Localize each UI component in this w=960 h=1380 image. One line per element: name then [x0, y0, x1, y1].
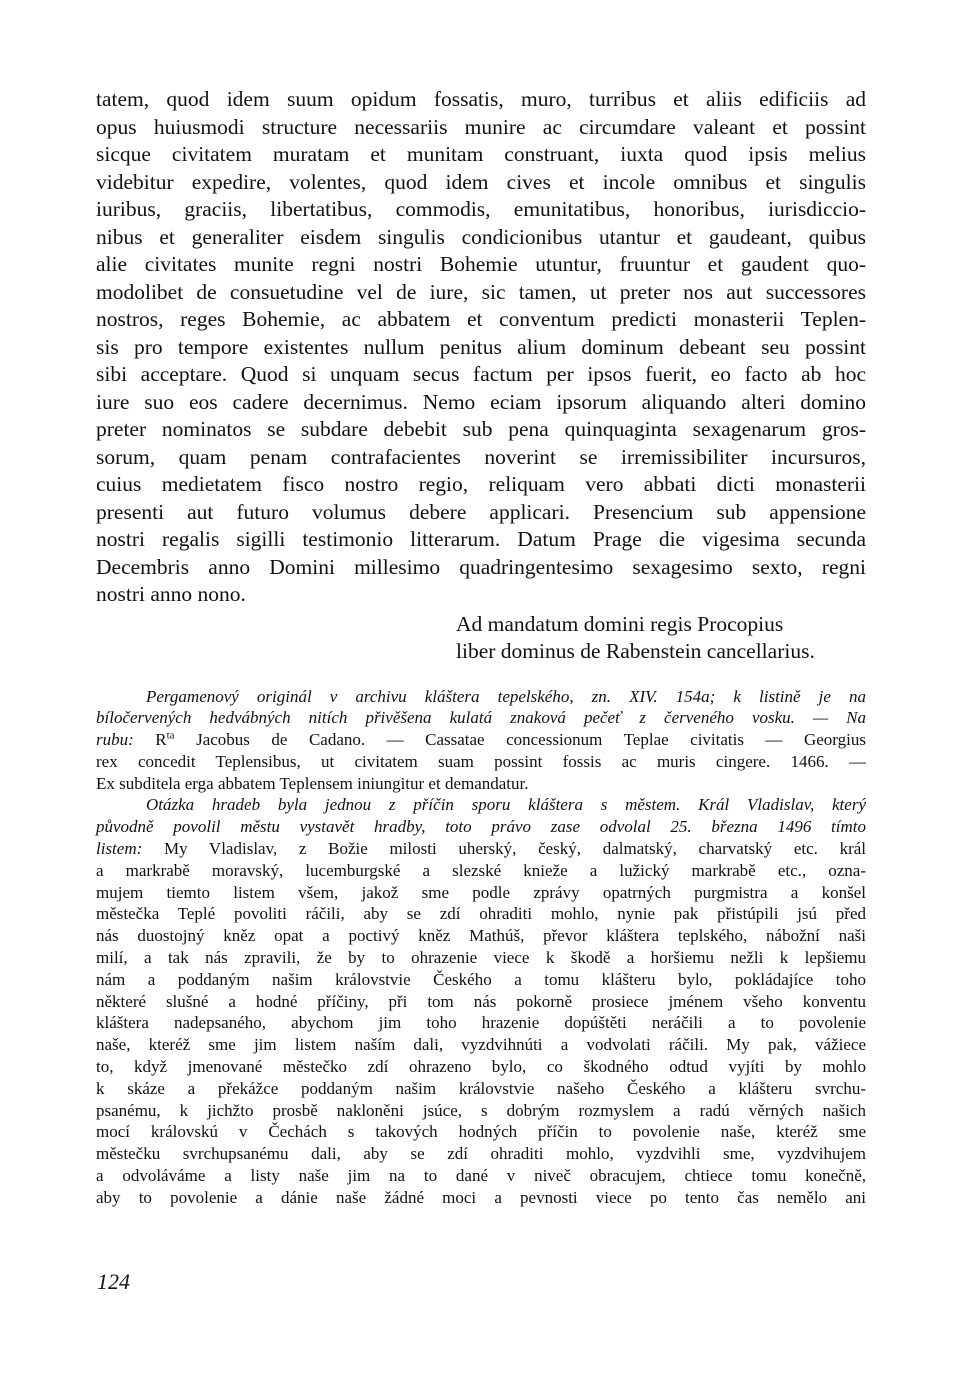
- note-line: a markrabě moravský, lucemburgské a slezské knieže a lužický markrabě etc., ozna-: [96, 860, 866, 880]
- latin-charter-text: [96, 86, 866, 609]
- page-content: [96, 86, 866, 1209]
- note-line: to, když jmenované městečko zdí ohrazeno bylo, co škodného odtud vyjíti by mohlo: [96, 1057, 866, 1077]
- note-line: milí, a tak nás zpravili, že by to ohrazenie viece k škodě a horšiemu nežli k lepšiemu: [96, 948, 866, 968]
- note-line: některé slušné a hodné příčiny, při tom nás pokorně prosiece jménem všeho konventu: [96, 991, 866, 1011]
- text-line: presenti aut futuro volumus debere applicari. Presencium sub appensione: [96, 499, 866, 524]
- note-line: městečku svrchupsanému dali, aby se zdí ohraditi mohlo, vyzdvihli sme, vyzdvihujem: [96, 1144, 866, 1164]
- text-line: nostros, reges Bohemie, ac abbatem et conventum predicti monasterii Teplen-: [96, 307, 866, 331]
- note-line: bíločervených hedvábných nitích přivěšena kulatá znaková pečeť z červeného vosku. — Na: [96, 708, 866, 728]
- note-line-dorsal: [96, 729, 866, 751]
- text-line: preter nominatos se subdare debebit sub pena quinquaginta sexagenarum gros-: [96, 417, 866, 441]
- note-line: nám a poddaným našim královstvie Českého a tomu klášteru bylo, pokládajíce toho: [96, 969, 866, 989]
- note-line: naše, kteréž sme jim listem naším dali, vyzdvihnúti a vodvolati ráčili. My pak, vážiece: [96, 1035, 866, 1055]
- dorsal-label: rubu:: [96, 730, 134, 750]
- note-line: Pergamenový originál v archivu kláštera tepelského, zn. XIV. 154a; k listině je na: [146, 686, 866, 706]
- text-line: modolibet de consuetudine vel de iure, sic tamen, ut preter nos aut successores: [96, 279, 866, 304]
- text-line: videbitur expedire, volentes, quod idem cives et incole omnibus et singulis: [96, 169, 866, 194]
- text-line: alie civitates munite regni nostri Bohemie utuntur, fruuntur et gaudent quo-: [96, 252, 866, 276]
- text-line: iuribus, graciis, libertatibus, commodis, emunitatibus, honoribus, iurisdiccio-: [96, 197, 866, 221]
- dorsal-text: Jacobus de Cadano. — Cassatae concessionum Teplae civitatis — Georgius: [174, 730, 866, 750]
- text-line: cuius medietatem fisco nostro regio, reliquam vero abbati dicti monasterii: [96, 472, 866, 496]
- note-line: městečka Teplé povoliti ráčili, aby se zdí ohraditi mohlo, nynie pak přistúpili jsú před: [96, 904, 866, 924]
- note-line: a odvoláváme a listy naše jim na to dané v niveč obracujem, chtiece tomu konečně,: [96, 1166, 866, 1186]
- text-line: iure suo eos cadere decernimus. Nemo eciam ipsorum aliquando alteri domino: [96, 389, 866, 414]
- letter-text: My Vladislav, z Božie milosti uherský, český, dalmatský, charvatský etc. král: [142, 839, 866, 859]
- dorsal-superscript: ta: [166, 729, 175, 742]
- text-line: sis pro tempore existentes nullum penitus alium dominum debeant seu possint: [96, 334, 866, 359]
- text-line: tatem, quod idem suum opidum fossatis, muro, turribus et aliis edificiis ad: [96, 87, 866, 111]
- text-line: nostri anno nono.: [96, 582, 246, 606]
- letter-label: listem:: [96, 839, 143, 859]
- note-line: nás duostojný kněz opat a poctivý kněz Mathúš, převor kláštera teplského, nábožní naši: [96, 926, 866, 946]
- signature-line: liber dominus de Rabenstein cancellarius.: [456, 639, 815, 663]
- chancery-signature: [456, 611, 866, 666]
- note-line: původně povolil městu vystavět hradby, toto právo zase odvolal 25. března 1496 tímto: [96, 817, 866, 837]
- text-line: opus huiusmodi structure necessariis munire ac circumdare valeant et possint: [96, 114, 866, 139]
- text-line: Decembris anno Domini millesimo quadringentesimo sexagesimo sexto, regni: [96, 554, 866, 579]
- signature-line: Ad mandatum domini regis Procopius: [456, 611, 784, 636]
- note-line: mujem tiemto listem všem, jakož sme podle zprávy opatrných purgmistra a konšel: [96, 882, 866, 902]
- note-line: kláštera nadepsaného, abychom jim toho hrazenie dopúštěti neráčili a to povolenie: [96, 1013, 866, 1033]
- note-line: psanému, k jichžto prosbě nakloněni jsúce, s dobrým rozmyslem a radú věrných našich: [96, 1100, 866, 1120]
- note-line: Ex subditela erga abbatem Teplensem iniungitur et demandatur.: [96, 773, 529, 793]
- editorial-note: [96, 686, 866, 1209]
- note-line: aby to povolenie a dánie naše žádné moci a pevnosti viece po tento čas nemělo ani: [96, 1187, 866, 1207]
- text-line: sicque civitatem muratam et munitam construant, iuxta quod ipsis melius: [96, 142, 866, 166]
- text-line: sorum, quam penam contrafacientes noverint se irremissibiliter incursuros,: [96, 444, 866, 469]
- note-line: mocí královskú v Čechách s takových hodných příčin to povolenie naše, kteréž sme: [96, 1122, 866, 1142]
- text-line: nostri regalis sigilli testimonio litterarum. Datum Prage die vigesima secunda: [96, 527, 866, 551]
- note-line-letter-start: [96, 838, 866, 860]
- note-line: Otázka hradeb byla jednou z příčin sporu kláštera s městem. Král Vladislav, který: [146, 795, 866, 815]
- note-line: k skáze a překážce poddaným našim královstvie našeho Českého a klášteru svrchu-: [96, 1078, 866, 1098]
- text-line: sibi acceptare. Quod si unquam secus factum per ipsos fuerit, eo facto ab hoc: [96, 362, 866, 386]
- note-line: rex concedit Teplensibus, ut civitatem suam possint fossis ac muris cingere. 1466. —: [96, 751, 866, 771]
- dorsal-abbreviation: R: [133, 730, 167, 750]
- page-number: 124: [97, 1269, 130, 1294]
- text-line: nibus et generaliter eisdem singulis condicionibus utantur et gaudeant, quibus: [96, 224, 866, 249]
